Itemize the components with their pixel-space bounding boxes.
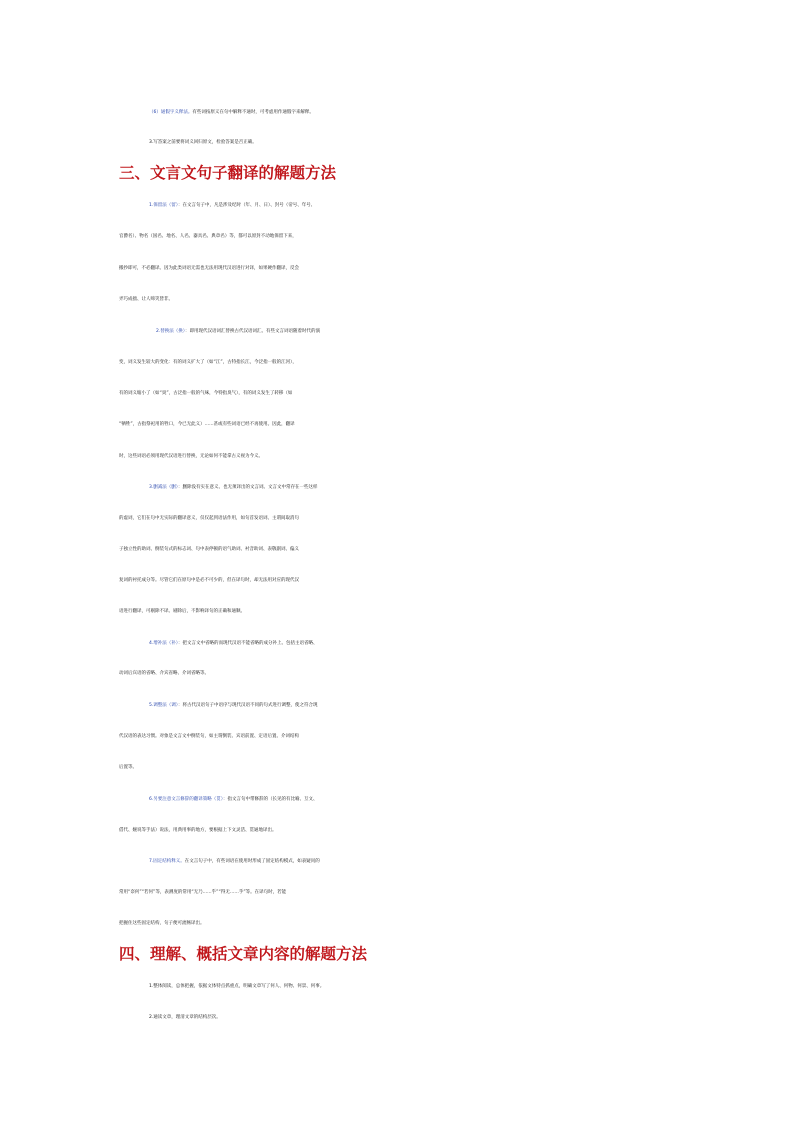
method-6-line-2: 借代、婉说等手法）说法，用典用事的地方，要根据上下文灵活、贯通地译出。	[119, 828, 277, 833]
method-1-lead: 1.保留法（留）	[149, 203, 179, 208]
note-3: 3.写答案之前要将词义回归原文，检验答案是否正确。	[149, 140, 257, 145]
method-5-line-3: 后置等。	[119, 765, 137, 770]
item-6-lead: （6）通假字义释法。	[149, 110, 193, 115]
method-4-text-1: ：把文言文中省略的而现代汉语不能省略的成分补上。包括主语省略、	[178, 641, 318, 646]
method-2-line-4: “牺牲”，古指祭祀用的牲口，今已无此义）……甚或有些词语已经不再使用。因此，翻译	[119, 422, 295, 427]
method-6-line-1	[0, 790, 794, 810]
method-7-line-2: 常用“奈何”“若何”等，表测度的常用“无乃……乎”“得无……乎”等。在译句时，若能	[119, 890, 287, 895]
method-3-line-4: 复词的衬托成分等。尽管它们在原句中是必不可少的，但在译句时，却无法用对应的现代汉	[119, 578, 299, 583]
method-3-lead: 3.删减法（删）	[149, 485, 179, 490]
method-2-line-3: 有的词义缩小了（如“臭”，古泛指一般的气味，今特指臭气），有的词义发生了转移（如	[119, 391, 293, 396]
method-7-line-3: 把握住这些固定结构，句子便可流畅译出。	[119, 921, 205, 926]
section-heading-4: 四、理解、概括文章内容的解题方法	[119, 945, 368, 963]
method-4-lead: 4.增补法（补）	[149, 641, 179, 646]
method-1-line-3: 搬抄即可，不必翻译。因为此类词语无需也无法用现代汉语进行对译，如果硬作翻译，反会	[119, 266, 299, 271]
method-5-line-2: 代汉语的表达习惯。对象是文言文中倒装句，如主谓倒装、宾语前置、定语后置、介词结构	[119, 734, 299, 739]
item-6-text: 有些词按原义在句中解释不通时，可考虑用作通假字来解释。	[192, 110, 314, 115]
method-3-text-1: ：删除没有实在意义、也无须译出的文言词。文言文中常存在一些这样	[178, 485, 318, 490]
method-2-line-2: 变，词义发生较大的变化：有的词义扩大了（如“江”，古特指长江，今泛指一般的江河），	[119, 360, 297, 365]
item-6-line	[0, 103, 794, 123]
method-3-line-2: 的虚词，它们在句中无实际的翻译意义，仅仅起到语法作用，如句首发语词、主谓间取消句	[119, 516, 299, 521]
method-3-line-5: 语进行翻译，可剔除不译。剔除后，不影响译句的正确和通顺。	[119, 609, 245, 614]
section-heading-3: 三、文言文句子翻译的解题方法	[119, 164, 337, 182]
method-7-lead: 7.固定结构释义。	[149, 859, 185, 864]
comprehension-point-1: 1.整体阅读，总体把握，依据文体特点抓重点，明确文章写了何人、何物、何景、何事。	[149, 984, 325, 989]
method-2-line-5: 时，这些词语必须用现代汉语进行替换，无论如何不能拿古义视为今义。	[119, 454, 263, 459]
method-1-line-4: 弄巧成拙、让人啼笑皆非。	[119, 297, 173, 302]
method-4-line-1	[0, 634, 794, 654]
method-3-line-1	[0, 478, 794, 498]
method-1-text-1: ：在文言句子中，凡是涉及纪时（年、月、日）、封号（帝号、年号、	[178, 203, 316, 208]
method-2-text-1: ：即用现代汉语词汇替换古代汉语词汇。有些文言词语随着时代的演	[185, 329, 321, 334]
comprehension-point-2: 2.通读文章，理清文章的结构层次。	[149, 1015, 221, 1020]
method-5-lead: 5.调整法（调）	[149, 703, 179, 708]
method-5-line-1	[0, 696, 794, 716]
method-4-line-2: 动词后宾语的省略、介宾省略、介词省略等。	[119, 671, 209, 676]
method-7-line-1	[0, 852, 794, 872]
method-6-text-1: ：指文言句中带修辞的（长见的有比喻、互文、	[223, 797, 318, 802]
method-2-lead: 2.替换法（换）	[156, 329, 186, 334]
method-5-text-1: ：将古代汉语句子中语序与现代汉语不同的句式进行调整，使之符合现	[178, 703, 318, 708]
method-6-lead: 6.另要注意文言修辞的翻译策略（贯）	[149, 797, 224, 802]
method-1-line-2: 官爵名）、物名（国名、地名、人名、器具名、典章名）等，都可以原封不动地保留下来，	[119, 234, 297, 239]
method-1-line-1	[0, 196, 794, 216]
method-3-line-3: 子独立性的助词、倒装句式的标志词、句中表停顿的语气助词、衬音助词、表敬副词、偏义	[119, 547, 299, 552]
method-2-line-1	[0, 322, 794, 342]
method-7-text-1: 在文言句子中，有些词语在使用时形成了固定结构模式，如表疑问的	[184, 859, 320, 864]
